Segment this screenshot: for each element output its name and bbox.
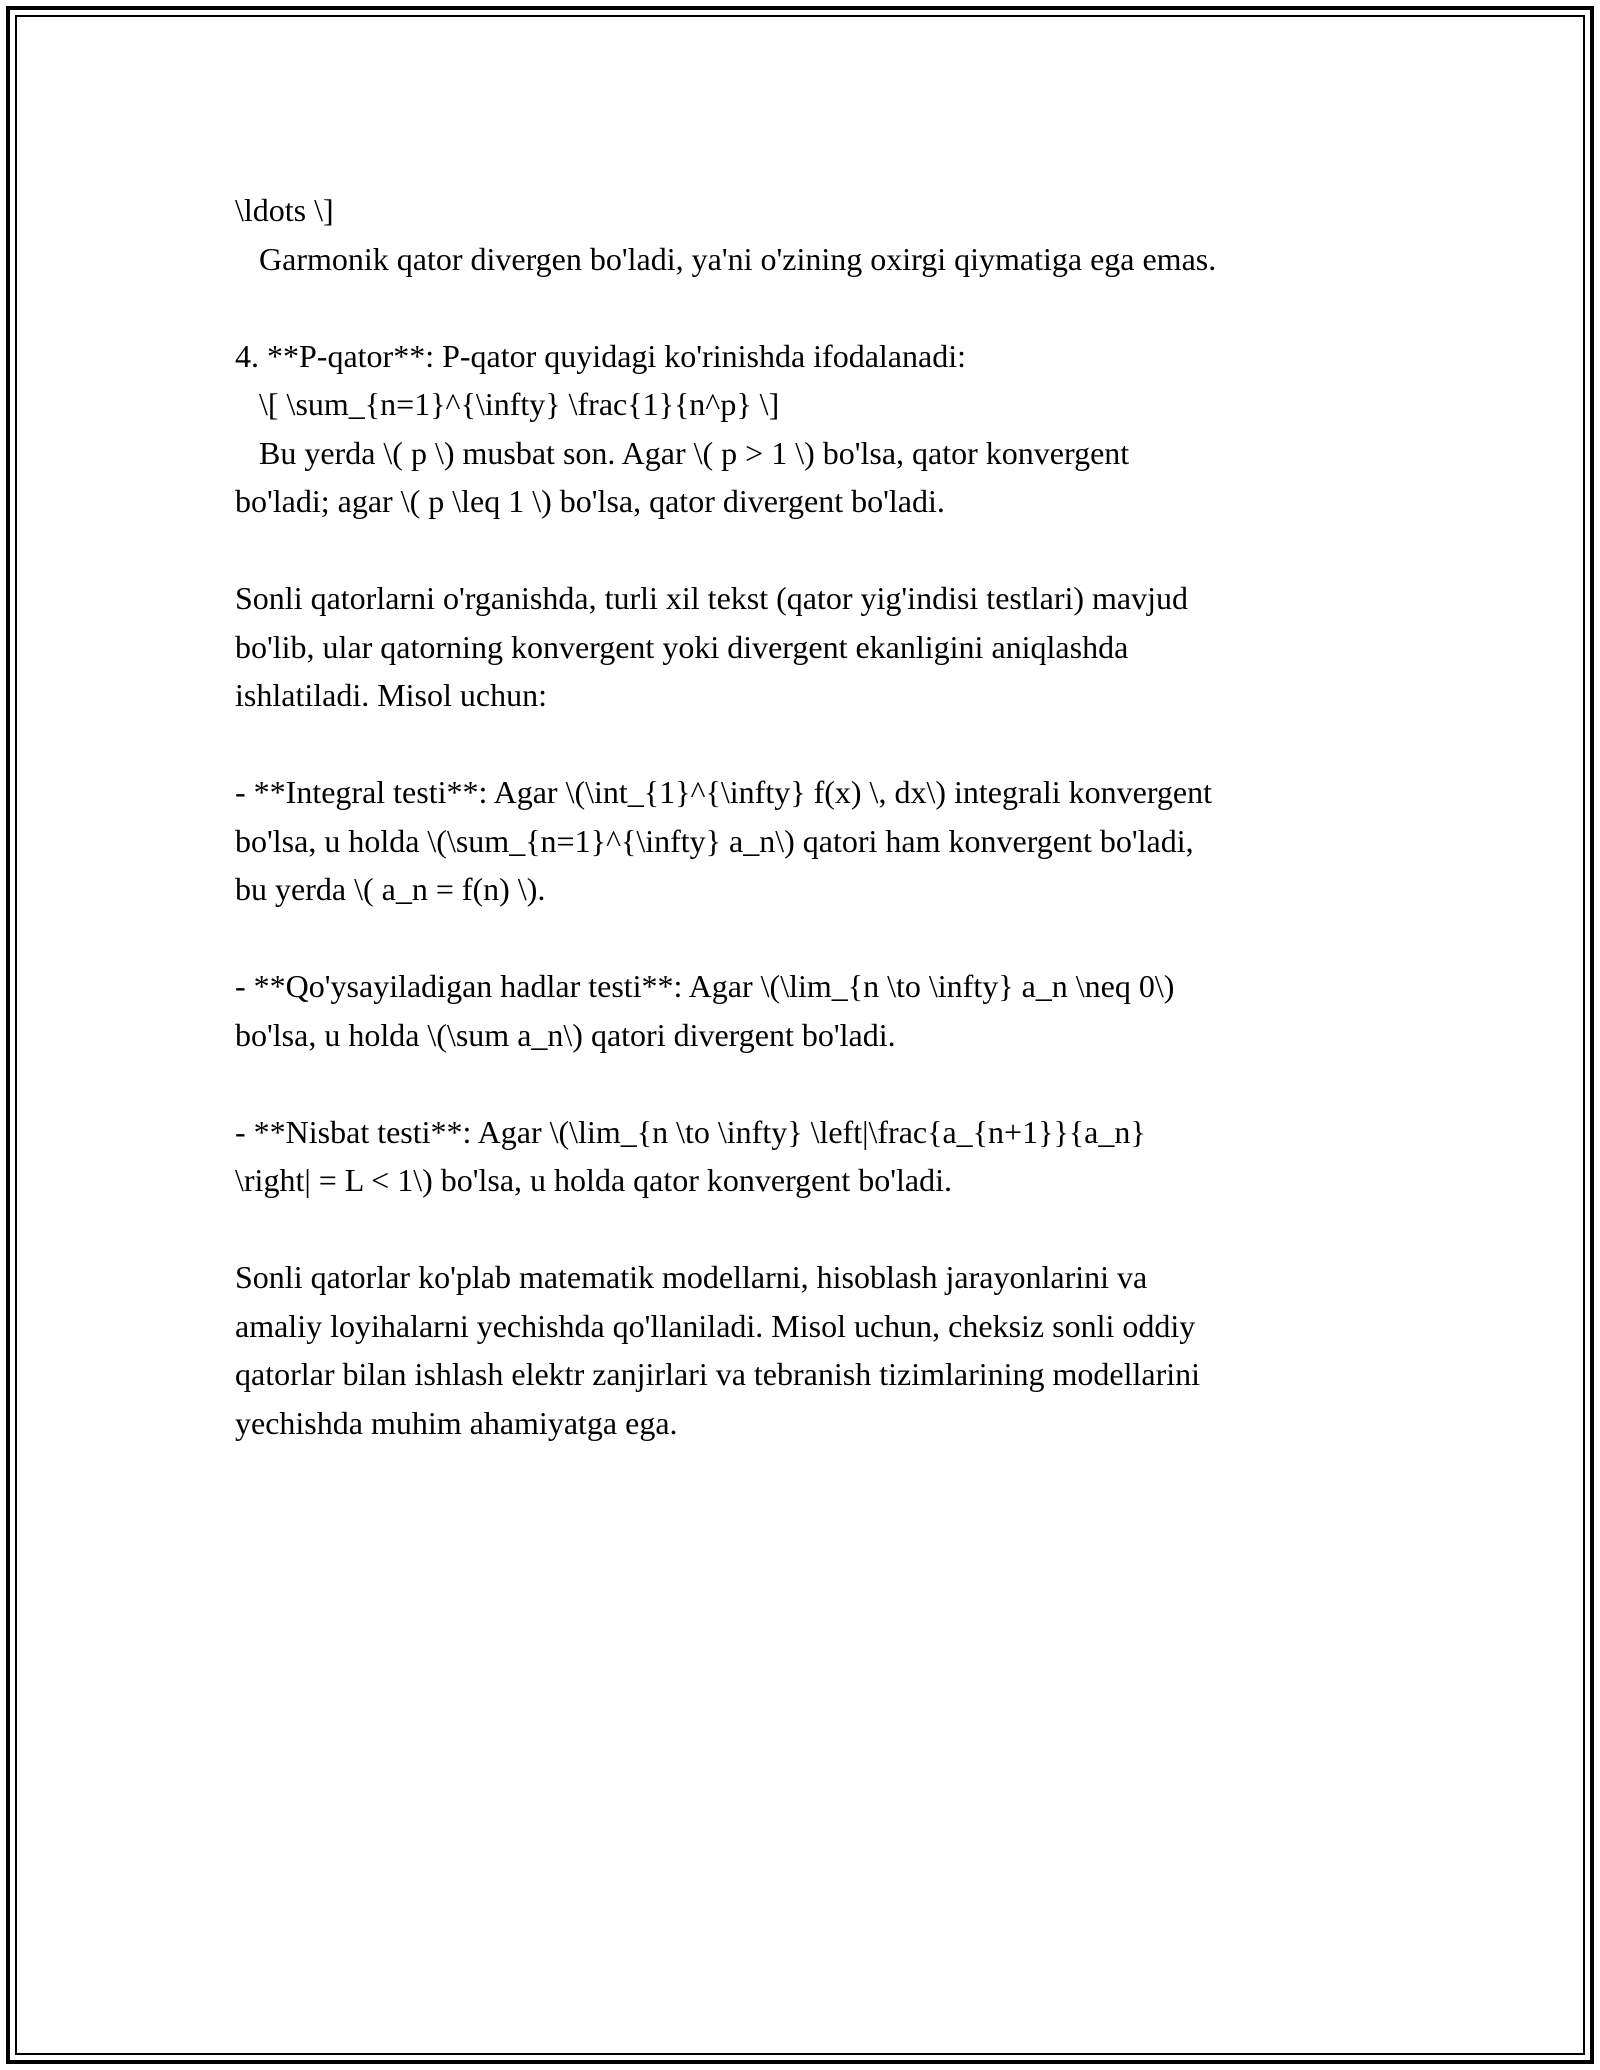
text-line: - **Qo'ysayiladigan hadlar testi**: Agar \(\lim_{n \to \infty} a_n \neq 0\) xyxy=(235,968,1175,1004)
paragraph-gap xyxy=(235,283,1375,332)
text-line: \[ \sum_{n=1}^{\infty} \frac{1}{n^p} \] xyxy=(235,386,780,422)
paragraph-gap xyxy=(235,1205,1375,1254)
text-line: Garmonik qator divergen bo'ladi, ya'ni o'zining oxirgi qiymatiga ega emas. xyxy=(235,240,1217,277)
text-line: - **Integral testi**: Agar \(\int_{1}^{\infty} f(x) \, dx\) integrali konvergent xyxy=(235,774,1212,810)
text-line: Sonli qatorlarni o'rganishda, turli xil tekst (qator yig'indisi testlari) mavjud xyxy=(235,580,1189,616)
text-line: bo'lsa, u holda \(\sum_{n=1}^{\infty} a_n\) qatori ham konvergent bo'ladi, xyxy=(235,822,1194,859)
text-line: bu yerda \( a_n = f(n) \). xyxy=(235,871,546,907)
paragraph-gap xyxy=(235,1059,1375,1108)
text-line: amaliy loyihalarni yechishda qo'llaniladi. Misol uchun, cheksiz sonli oddiy xyxy=(235,1307,1196,1344)
text-line: bo'lsa, u holda \(\sum a_n\) qatori divergent bo'ladi. xyxy=(235,1016,896,1053)
text-line: qatorlar bilan ishlash elektr zanjirlari va tebranish tizimlarining modellarini xyxy=(235,1356,1201,1392)
text-line: ishlatiladi. Misol uchun: xyxy=(235,677,547,713)
text-line: bo'lib, ular qatorning konvergent yoki divergent ekanligini aniqlashda xyxy=(235,628,1129,665)
text-line: \right| = L < 1\) bo'lsa, u holda qator konvergent bo'ladi. xyxy=(235,1162,953,1198)
paragraph-gap xyxy=(235,914,1375,963)
text-line: - **Nisbat testi**: Agar \(\lim_{n \to \infty} \left|\frac{a_{n+1}}{a_n} xyxy=(235,1113,1146,1150)
text-line: 4. **P-qator**: P-qator quyidagi ko'rinishda ifodalanadi: xyxy=(235,337,966,374)
text-line: Bu yerda \( p \) musbat son. Agar \( p > 1 \) bo'lsa, qator konvergent xyxy=(235,434,1130,471)
paragraph-gap xyxy=(235,526,1375,575)
text-line: bo'ladi; agar \( p \leq 1 \) bo'lsa, qator divergent bo'ladi. xyxy=(235,483,945,519)
document-body xyxy=(235,186,1375,1447)
text-line: Sonli qatorlar ko'plab matematik modellarni, hisoblash jarayonlarini va xyxy=(235,1259,1148,1295)
text-line: yechishda muhim ahamiyatga ega. xyxy=(235,1404,678,1441)
paragraph-gap xyxy=(235,720,1375,769)
text-line: \ldots \] xyxy=(235,192,334,228)
